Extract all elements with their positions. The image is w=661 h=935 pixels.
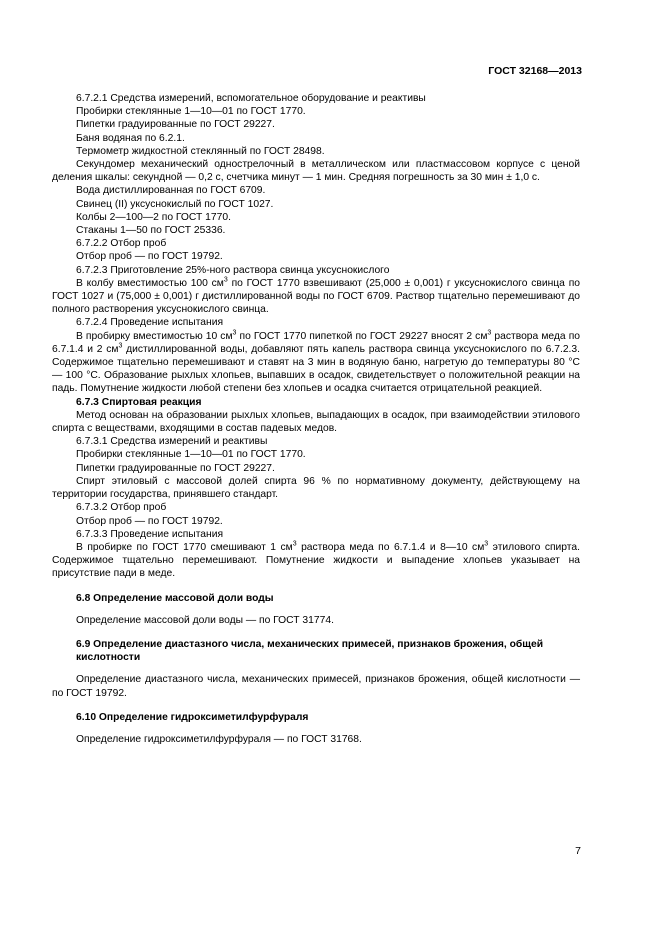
paragraph: 6.7.3.3 Проведение испытания [76, 528, 224, 540]
text-run: по ГОСТ 1770 пипеткой по ГОСТ 29227 вносят 2 см [236, 330, 488, 342]
text-run: по ГОСТ 1770 взвешивают (25,000 ± 0,001) г уксуснокислого свинца по ГОСТ 1027 и (75,000 ± 0,001) г дистиллированной воды по ГОСТ 6709. Раствор тщательно перемешивают до полного растворения уксуснокислого свинца. [52, 277, 580, 316]
paragraph: Секундомер механический однострелочный в металлическом или пластмассовом корпусе с ценой деления шкалы: секундной — 0,2 с, счетчика минут — 1 мин. Средняя погрешность за 30 мин ± 1,0 с. [52, 159, 580, 184]
paragraph [52, 541, 580, 581]
paragraph: 6.7.3.2 Отбор проб [76, 502, 167, 514]
paragraph: Вода дистиллированная по ГОСТ 6709. [76, 185, 266, 197]
text-run: В пробирке по ГОСТ 1770 смешивают 1 см [76, 541, 293, 553]
paragraph [52, 277, 580, 317]
text-run: раствора меда по 6.7.1.4 и 2 см [52, 330, 580, 355]
paragraph: Метод основан на образовании рыхлых хлопьев, выпадающих в осадок, при взаимодействии этилового спирта с веществами, входящими в состав падевых медов. [52, 409, 580, 435]
paragraph: 6.7.3.1 Средства измерений и реактивы [76, 436, 268, 448]
text-run: дистиллированной воды, добавляют пять капель раствора свинца уксуснокислого по 6.7.2.3. Содержимое тщательно перемешивают и ставят на 3 мин в водяную баню, нагретую до температуры 80 °С — 100 °С. Образование рыхлых хлопьев, выпавших в осадок, свидетельствует о положительной реакции на падь. Помутнение жидкости любой степени без хлопьев и осадка считается отрицательной реакцией. [52, 343, 580, 395]
section-heading: 6.10 Определение гидроксиметилфурфураля [76, 711, 309, 723]
section-heading: 6.7.3 Спиртовая реакция [76, 396, 202, 408]
section-heading: 6.8 Определение массовой доли воды [76, 592, 274, 604]
paragraph: Определение гидроксиметилфурфураля — по ГОСТ 31768. [76, 733, 362, 745]
page-number: 7 [575, 845, 581, 857]
paragraph: Свинец (II) уксуснокислый по ГОСТ 1027. [76, 198, 274, 210]
paragraph: 6.7.2.2 Отбор проб [76, 238, 167, 250]
paragraph: Определение диастазного числа, механических примесей, признаков брожения, общей кислотности — по ГОСТ 19792. [52, 674, 580, 699]
paragraph: Пипетки градуированные по ГОСТ 29227. [76, 119, 275, 131]
superscript: 3 [232, 329, 237, 337]
section-heading: 6.9 Определение диастазного числа, механических примесей, признаков брожения, общей кислотности [76, 638, 544, 664]
spacer [52, 581, 580, 592]
paragraph: Баня водяная по 6.2.1. [76, 132, 185, 144]
spacer [52, 664, 580, 673]
superscript: 3 [487, 329, 492, 337]
text-run: раствора меда по 6.7.1.4 и 8—10 см [296, 541, 485, 553]
paragraph: Отбор проб — по ГОСТ 19792. [76, 251, 223, 263]
superscript: 3 [292, 540, 297, 548]
paragraph: Пробирки стеклянные 1—10—01 по ГОСТ 1770. [76, 106, 306, 118]
paragraph: Пробирки стеклянные 1—10—01 по ГОСТ 1770. [76, 449, 306, 461]
paragraph: 6.7.2.4 Проведение испытания [76, 317, 224, 329]
paragraph: Пипетки градуированные по ГОСТ 29227. [76, 462, 275, 474]
paragraph [52, 330, 580, 396]
superscript: 3 [223, 276, 228, 284]
document-body [52, 92, 580, 746]
text-run: В колбу вместимостью 100 см [76, 277, 224, 289]
superscript: 3 [484, 540, 489, 548]
spacer [52, 627, 580, 638]
paragraph: Термометр жидкостной стеклянный по ГОСТ 28498. [76, 145, 325, 157]
paragraph: 6.7.2.1 Средства измерений, вспомогательное оборудование и реактивы [76, 93, 426, 104]
paragraph: Определение массовой доли воды — по ГОСТ 31774. [76, 614, 334, 626]
document-code: ГОСТ 32168—2013 [488, 65, 582, 77]
paragraph: 6.7.2.3 Приготовление 25%-ного раствора свинца уксуснокислого [76, 264, 390, 276]
spacer [52, 700, 580, 711]
paragraph: Стаканы 1—50 по ГОСТ 25336. [76, 225, 226, 237]
superscript: 3 [118, 342, 123, 350]
spacer [52, 605, 580, 614]
text-run: В пробирку вместимостью 10 см [76, 330, 233, 342]
spacer [52, 724, 580, 733]
paragraph: Отбор проб — по ГОСТ 19792. [76, 515, 223, 527]
paragraph: Спирт этиловый с массовой долей спирта 96 % по нормативному документу, действующему на территории государства, принявшего стандарт. [52, 475, 580, 501]
paragraph: Колбы 2—100—2 по ГОСТ 1770. [76, 211, 231, 223]
text-run: этилового спирта. Содержимое тщательно перемешивают. Помутнение жидкости и выпадение хлопьев указывает на присутствие пади в меде. [52, 541, 580, 580]
